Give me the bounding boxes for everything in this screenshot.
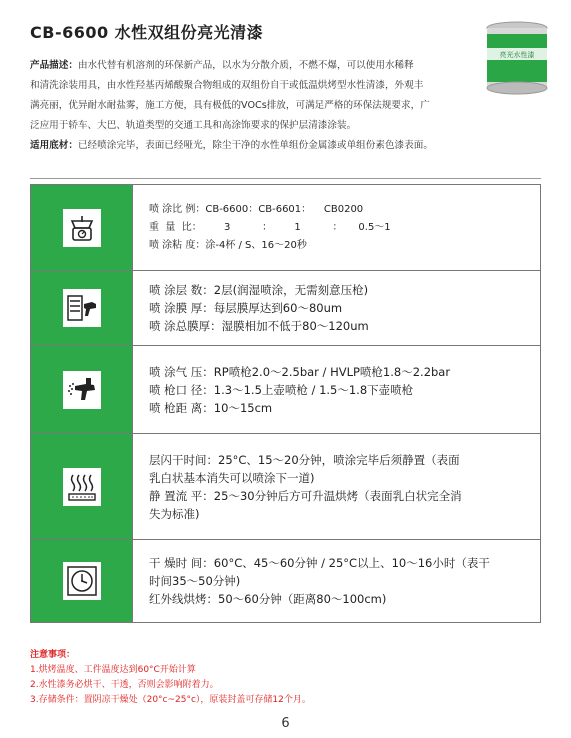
- spec-line: 重 量 比： 3 ： 1 ： 0.5～1: [149, 221, 391, 233]
- spec-line: 喷 涂气 压：RP喷枪2.0～2.5bar / HVLP喷枪1.8～2.2bar: [149, 364, 451, 379]
- spec-line: 喷 涂膜 厚：每层膜厚达到60～80um: [149, 301, 343, 315]
- spec-line: 喷 涂总膜厚：湿膜相加不低于80～120um: [149, 319, 369, 333]
- page-title: CB-6600 水性双组份亮光清漆: [30, 23, 264, 42]
- product-desc-line-1: 产品描述：由水代替有机溶剂的环保新产品，以水为分散介质，不燃不爆，可以使用水稀释: [30, 60, 414, 71]
- substrate-line: 适用底材：已经喷涂完毕，表面已经哑光，除尘干净的水性单组份金属漆或单组份素色漆表面。: [30, 140, 433, 151]
- page-number: 6: [281, 716, 290, 731]
- spec-line: 喷 枪距 离：10～15cm: [149, 400, 273, 415]
- spray-layers-icon: [63, 289, 101, 327]
- spec-line: 喷 涂层 数：2层(润湿喷涂，无需刻意压枪): [149, 283, 369, 297]
- product-desc-line-3: 满亮丽，优异耐水耐盐雾，施工方便，具有极低的VOCs排放，可满足严格的环保法规要求，广: [30, 100, 430, 111]
- product-description: [30, 56, 480, 156]
- note-item: 1.烘烤温度、工件温度达到60°C开始计算: [30, 665, 196, 675]
- notes-section: [30, 648, 311, 708]
- scale-icon: [63, 209, 101, 247]
- notes-title: 注意事项：: [30, 650, 76, 660]
- spec-row-layers: [31, 271, 540, 346]
- spec-row-drying: [31, 540, 540, 622]
- spec-line: 喷 涂粘 度：涂-4杯 / S、16～20秒: [149, 239, 307, 251]
- spec-line: 干 燥时 间：60°C、45～60分钟 / 25°C以上、10～16小时（表干: [149, 556, 490, 570]
- spec-line: 喷 枪口 径：1.3～1.5上壶喷枪 / 1.5～1.8下壶喷枪: [149, 382, 414, 397]
- spec-row-pressure: [31, 346, 540, 434]
- spec-line: 喷 涂比 例：CB-6600：CB-6601： CB0200: [149, 203, 364, 215]
- spec-line: 乳白状基本消失可以喷涂下一道): [149, 470, 315, 485]
- paint-can-image: [483, 20, 551, 96]
- section-divider: [30, 178, 541, 179]
- spec-row-flash: [31, 434, 540, 540]
- note-item: 2.水性漆务必烘干、干透，否则会影响附着力。: [30, 680, 219, 690]
- spec-row-ratio: [31, 185, 540, 271]
- product-desc-line-4: 泛应用于轿车、大巴、轨道类型的交通工具和高涂饰要求的保护层清漆涂装。: [30, 120, 357, 131]
- spec-line: 时间35～50分钟): [149, 574, 241, 588]
- spec-line: 层闪干时间：25°C、15～20分钟，喷涂完毕后须静置（表面: [149, 452, 460, 467]
- spec-line: 静 置流 平：25～30分钟后方可升温烘烤（表面乳白状完全消: [149, 488, 462, 503]
- product-desc-line-2: 和清洗涂装用具，由水性羟基丙烯酸聚合物组成的双组份自干或低温烘烤型水性清漆，外观丰: [30, 80, 424, 91]
- spray-gun-icon: [63, 371, 101, 409]
- spec-table: [30, 184, 541, 623]
- flash-dry-icon: [63, 468, 101, 506]
- can-label: 亮光水性漆: [499, 51, 535, 59]
- note-item: 3.存储条件：置阴凉干燥处（20°c~25°c），原装封盖可存储12个月。: [30, 695, 311, 705]
- clock-icon: [63, 562, 101, 600]
- spec-line: 失为标准): [149, 506, 200, 521]
- spec-line: 红外线烘烤：50～60分钟（距离80～100cm): [149, 592, 387, 606]
